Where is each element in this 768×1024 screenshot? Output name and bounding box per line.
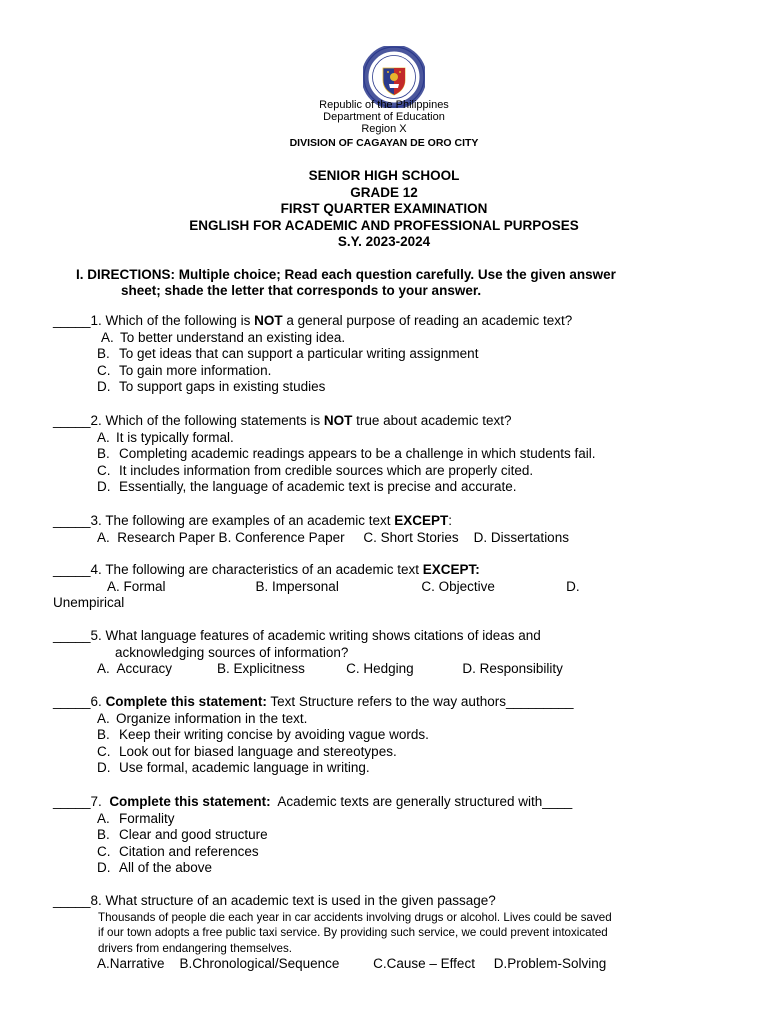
question-text: Academic texts are generally structured with____ — [270, 794, 573, 809]
answer-blank: _____ — [53, 313, 91, 328]
question-emphasis: EXCEPT: — [422, 562, 480, 577]
answer-blank: _____ — [53, 628, 91, 643]
question-text: 4. The following are characteristics of an academic text — [90, 562, 423, 577]
option-text: It includes information from credible sources which are properly cited. — [119, 462, 534, 478]
question-text: 1. Which of the following is — [90, 313, 255, 328]
option-letter: A. — [97, 810, 110, 826]
option-text: Use formal, academic language in writing. — [119, 760, 370, 776]
option-letter: C. — [97, 743, 111, 759]
option-text: It is typically formal. — [116, 429, 234, 445]
option-row: A. Research Paper B. Conference Paper C. Short Stories D. Dissertations — [97, 529, 569, 545]
title-school: SENIOR HIGH SCHOOL — [308, 168, 460, 183]
title-grade: GRADE 12 — [350, 184, 418, 200]
option-row: A.Narrative B.Chronological/Sequence C.Cause – Effect D.Problem-Solving — [97, 956, 607, 972]
question-1 — [53, 313, 713, 396]
question-3 — [53, 513, 713, 546]
option-letter: D. — [97, 760, 111, 776]
option-letter: C. — [97, 843, 111, 859]
option-text: Formality — [119, 810, 175, 826]
question-emphasis: Complete this statement: — [109, 794, 271, 809]
title-subject: ENGLISH FOR ACADEMIC AND PROFESSIONAL PURPOSES — [189, 217, 579, 233]
question-6 — [53, 694, 713, 777]
option-letter: A. — [97, 710, 110, 726]
question-text: true about academic text? — [352, 413, 512, 428]
option-wrap: Unempirical — [53, 595, 125, 611]
question-2 — [53, 413, 713, 496]
header-department: Department of Education — [323, 111, 445, 123]
question-text: 6. — [90, 694, 106, 709]
question-text: 8. What structure of an academic text is used in the given passage? — [90, 893, 496, 908]
option-letter: B. — [97, 727, 110, 743]
option-text: To gain more information. — [119, 362, 272, 378]
option-letter: D. — [97, 860, 111, 876]
header-republic: Republic of the Philippines — [319, 99, 449, 111]
passage-line: if our town adopts a free public taxi service. By providing such service, we could prevent intoxicated — [98, 926, 608, 940]
question-emphasis: NOT — [323, 413, 353, 428]
question-8 — [53, 893, 713, 973]
question-4 — [53, 562, 713, 612]
passage-line: drivers from endangering themselves. — [98, 941, 292, 955]
question-emphasis: NOT — [254, 313, 283, 328]
question-7 — [53, 794, 713, 877]
option-text: To support gaps in existing studies — [119, 379, 326, 395]
passage-line: Thousands of people die each year in car accidents involving drugs or alcohol. Lives could be saved — [98, 910, 612, 924]
option-letter: C. — [97, 462, 111, 478]
question-emphasis: EXCEPT — [394, 513, 449, 528]
title-school-year: S.Y. 2023-2024 — [337, 234, 431, 249]
question-continuation: acknowledging sources of information? — [115, 644, 349, 660]
option-row: A. Formal B. Impersonal C. Objective D. — [107, 578, 580, 594]
title-exam: FIRST QUARTER EXAMINATION — [280, 201, 488, 216]
directions-line-2: sheet; shade the letter that corresponds to your answer. — [121, 283, 482, 298]
question-text: a general purpose of reading an academic text? — [282, 313, 573, 328]
option-text: Completing academic readings appears to be a challenge in which students fail. — [119, 446, 596, 462]
option-text: All of the above — [119, 860, 213, 876]
option-text: To better understand an existing idea. — [120, 329, 346, 345]
option-text: Organize information in the text. — [116, 710, 308, 726]
option-letter: A. — [101, 329, 114, 345]
option-text: Citation and references — [119, 843, 259, 859]
option-row: A. Accuracy B. Explicitness C. Hedging D. Responsibility — [97, 661, 563, 677]
header-division: DIVISION OF CAGAYAN DE ORO CITY — [289, 137, 479, 149]
option-text: Essentially, the language of academic text is precise and accurate. — [119, 479, 517, 495]
option-letter: B. — [97, 827, 110, 843]
option-letter: D. — [97, 379, 111, 395]
answer-blank: _____ — [53, 562, 91, 577]
answer-blank: _____ — [53, 694, 91, 709]
question-text: 2. Which of the following statements is — [90, 413, 324, 428]
option-text: Keep their writing concise by avoiding vague words. — [119, 727, 429, 743]
option-letter: C. — [97, 362, 111, 378]
question-text: 5. What language features of academic writing shows citations of ideas and — [90, 628, 541, 643]
option-text: Clear and good structure — [119, 827, 268, 843]
question-text: Text Structure refers to the way authors_________ — [266, 694, 574, 709]
answer-blank: _____ — [53, 413, 91, 428]
option-letter: D. — [97, 479, 111, 495]
directions — [76, 267, 696, 299]
header-region: Region X — [361, 123, 407, 135]
question-text: 3. The following are examples of an academic text — [90, 513, 395, 528]
answer-blank: _____ — [53, 513, 91, 528]
option-letter: B. — [97, 446, 110, 462]
answer-blank: _____ — [53, 794, 91, 809]
question-emphasis: Complete this statement: — [105, 694, 267, 709]
directions-line-1: I. DIRECTIONS: Multiple choice; Read each question carefully. Use the given answer — [76, 267, 616, 282]
question-text: : — [448, 513, 452, 528]
option-text: To get ideas that can support a particular writing assignment — [119, 346, 479, 362]
question-text: 7. — [90, 794, 110, 809]
option-letter: B. — [97, 346, 110, 362]
question-5 — [53, 628, 713, 678]
answer-blank: _____ — [53, 893, 91, 908]
option-text: Look out for biased language and stereotypes. — [119, 743, 397, 759]
option-letter: A. — [97, 429, 110, 445]
